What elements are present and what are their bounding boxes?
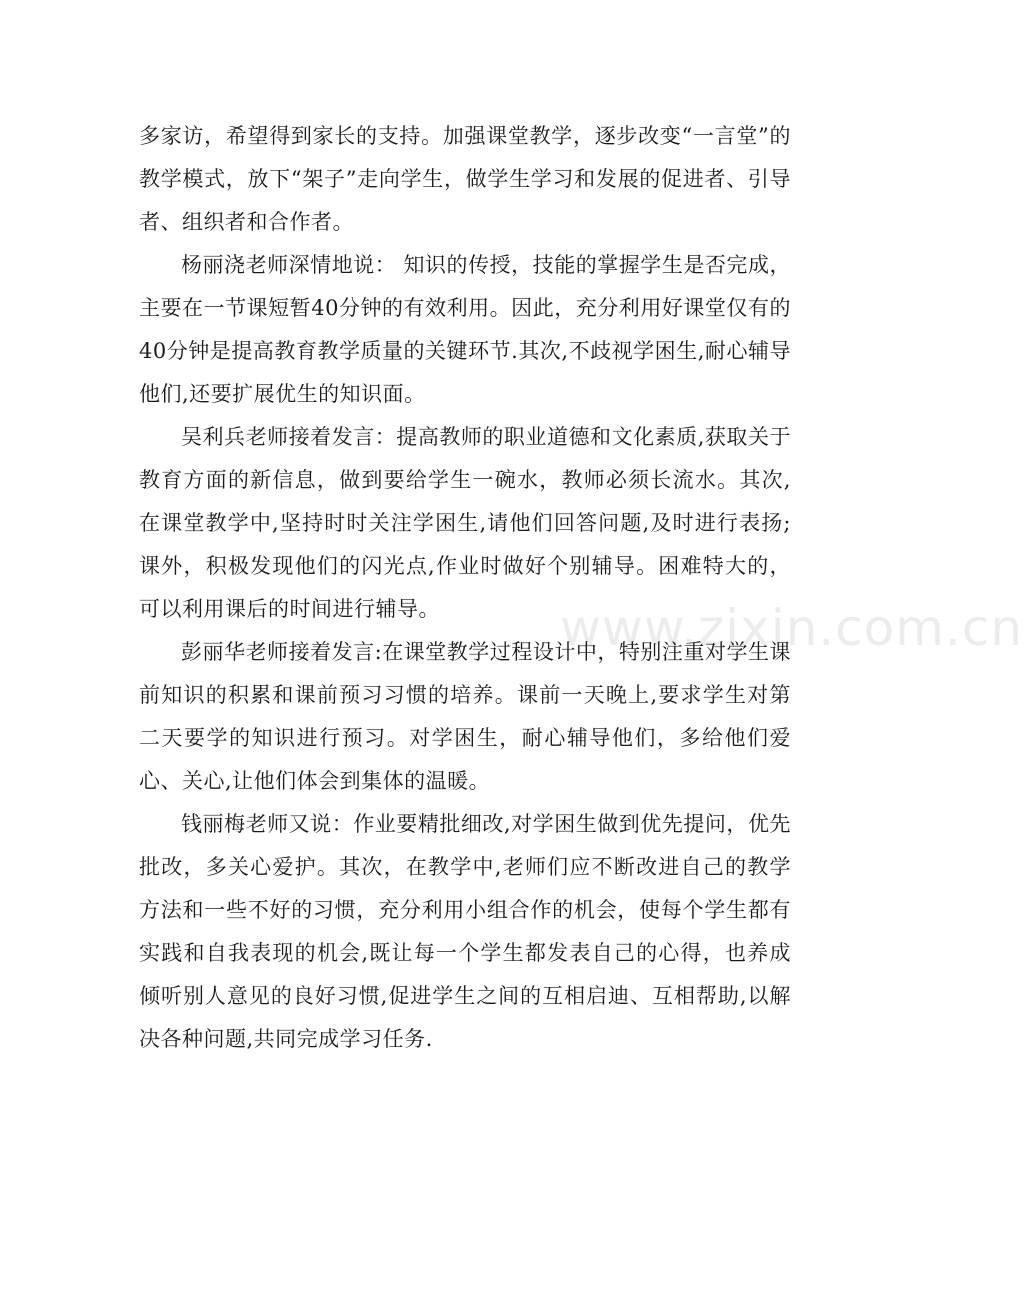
paragraph-3: 吴利兵老师接着发言：提高教师的职业道德和文化素质,获取关于教育方面的新信息，做到要给学生一碗水，教师必须长流水。其次,在课堂教学中,坚持时时关注学困生,请他们回答问题,及时进行表扬;课外，积极发现他们的闪光点,作业时做好个别辅导。困难特大的，可以利用课后的时间进行辅导。 (139, 425, 791, 621)
paragraph-1: 多家访，希望得到家长的支持。加强课堂教学，逐步改变“一言堂”的教学模式，放下“架子”走向学生，做学生学习和发展的促进者、引导者、组织者和合作者。 (139, 124, 791, 234)
watermark: www.zixin.com.cn (560, 599, 1023, 657)
document-body (139, 115, 791, 1061)
paragraph-2: 杨丽浇老师深情地说： 知识的传授，技能的掌握学生是否完成，主要在一节课短暂40分钟的有效利用。因此，充分利用好课堂仅有的40分钟是提高教育教学质量的关键环节.其次,不歧视学困生,耐心辅导他们,还要扩展优生的知识面。 (139, 253, 791, 406)
paragraph-5: 钱丽梅老师又说：作业要精批细改,对学困生做到优先提问，优先批改，多关心爱护。其次，在教学中,老师们应不断改进自己的教学方法和一些不好的习惯，充分利用小组合作的机会，使每个学生都有实践和自我表现的机会,既让每一个学生都发表自己的心得，也养成倾听别人意见的良好习惯,促进学生之间的互相启迪、互相帮助,以解决各种问题,共同完成学习任务. (139, 812, 791, 1051)
paragraph-4: 彭丽华老师接着发言:在课堂教学过程设计中，特别注重对学生课前知识的积累和课前预习习惯的培养。课前一天晚上,要求学生对第二天要学的知识进行预习。对学困生，耐心辅导他们，多给他们爱心、关心,让他们体会到集体的温暖。 (139, 640, 791, 793)
